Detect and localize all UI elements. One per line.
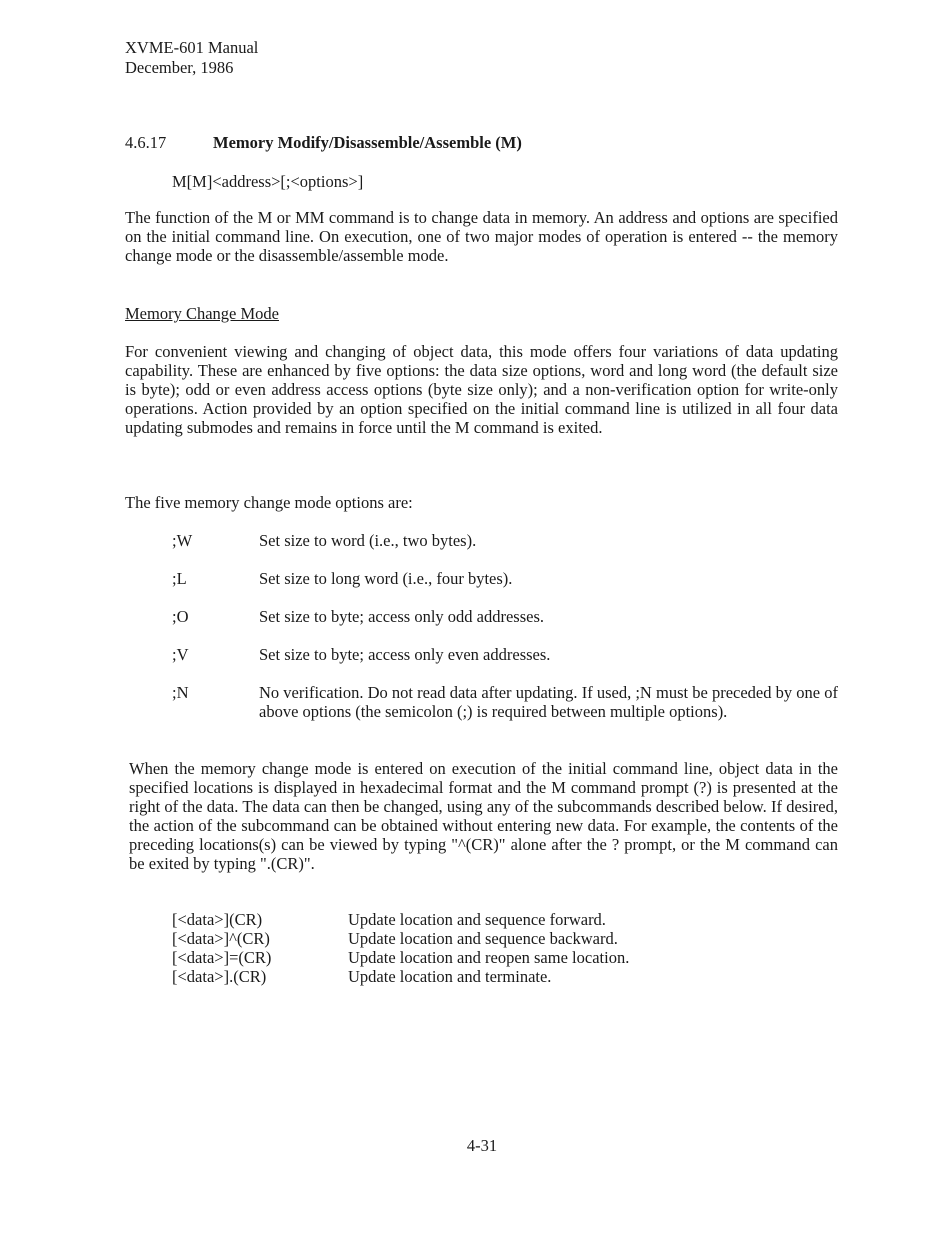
option-description: Set size to byte; access only even addresses. [259, 645, 551, 664]
subcommand-code: [<data>]^(CR) [172, 929, 270, 948]
subcommand-description: Update location and sequence forward. [348, 910, 606, 929]
memory-change-heading: Memory Change Mode [125, 304, 279, 323]
option-description: Set size to byte; access only odd addresses. [259, 607, 545, 626]
command-syntax: M[M]<address>[;<options>] [172, 172, 364, 191]
option-description: Set size to word (i.e., two bytes). [259, 531, 477, 550]
subcommand-row [172, 948, 772, 967]
subcommand-description: Update location and sequence backward. [348, 929, 618, 948]
option-code: ;N [172, 683, 189, 702]
manual-title: XVME-601 Manual [125, 38, 259, 57]
option-code: ;O [172, 607, 189, 626]
section-number: 4.6.17 [125, 133, 167, 152]
page-number: 4-31 [466, 1136, 498, 1155]
subcommand-description: Update location and reopen same location. [348, 948, 630, 967]
subcommand-row [172, 967, 772, 986]
intro-paragraph: The function of the M or MM command is to change data in memory. An address and options are specified on the initial command line. On execution, one of two major modes of operation is entered -- the memory change mode or the disassemble/assemble mode. [125, 208, 838, 265]
option-code: ;W [172, 531, 193, 550]
option-code: ;L [172, 569, 187, 588]
subcommand-list [172, 910, 772, 986]
subcommand-description: Update location and terminate. [348, 967, 552, 986]
option-description: Set size to long word (i.e., four bytes). [259, 569, 513, 588]
subcommand-code: [<data>]=(CR) [172, 948, 272, 967]
manual-date: December, 1986 [125, 58, 234, 77]
section-title: Memory Modify/Disassemble/Assemble (M) [213, 133, 522, 152]
subcommand-row [172, 910, 772, 929]
option-code: ;V [172, 645, 189, 664]
option-description: No verification. Do not read data after updating. If used, ;N must be preceded by one of above options (the semicolon (;) is required between multiple options). [259, 683, 838, 721]
section-heading [125, 133, 522, 152]
subcommand-code: [<data>].(CR) [172, 967, 267, 986]
subcommand-row [172, 929, 772, 948]
memory-change-paragraph: For convenient viewing and changing of object data, this mode offers four variations of data updating capability. These are enhanced by five options: the data size options, word and long word (the default size is byte); odd or even address access options (byte size only); and a non-verification option for write-only operations. Action provided by an option specified on the initial command line is utilized in all four data updating submodes and remains in force until the M command is exited. [125, 342, 838, 437]
options-intro: The five memory change mode options are: [125, 493, 413, 512]
memory-change-details-paragraph: When the memory change mode is entered on execution of the initial command line, object data in the specified locations is displayed in hexadecimal format and the M command prompt (?) is presented at the right of the data. The data can then be changed, using any of the subcommands described below. If desired, the action of the subcommand can be obtained without entering new data. For example, the contents of the preceding locations(s) can be viewed by typing "^(CR)" alone after the ? prompt, or the M command can be exited by typing ".(CR)". [129, 759, 838, 873]
subcommand-code: [<data>](CR) [172, 910, 263, 929]
